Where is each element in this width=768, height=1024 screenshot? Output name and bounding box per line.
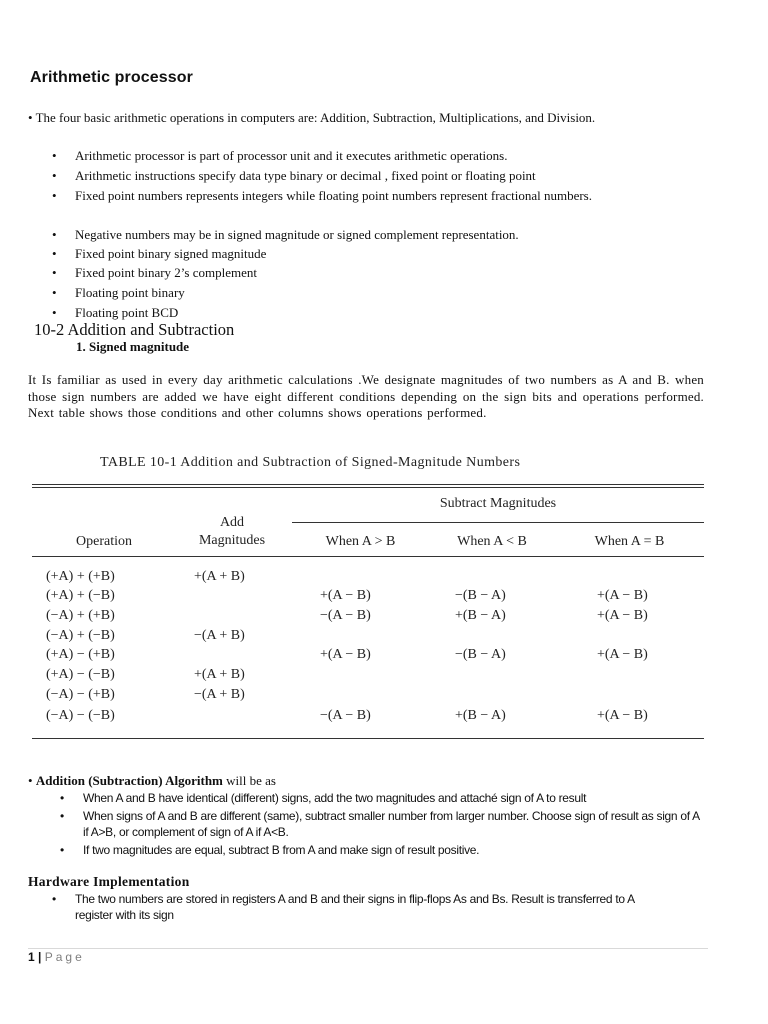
cell-when-eq	[555, 685, 704, 705]
cell-operation: (+A) − (+B)	[46, 647, 115, 662]
cell-when-eq	[555, 626, 704, 646]
cell-add	[172, 646, 292, 665]
intro-paragraph: • The four basic arithmetic operations in computers are: Addition, Subtraction, Multiplications, and Division.	[28, 110, 596, 125]
signed-magnitude-table	[32, 494, 704, 727]
cell-when-eq: +(A − B)	[597, 607, 648, 623]
section-heading: 10-2 Addition and Subtraction	[34, 320, 235, 339]
list-item: • Arithmetic instructions specify data type binary or decimal , fixed point or floating point	[52, 168, 536, 183]
table-body	[32, 567, 704, 727]
list-item: • Negative numbers may be in signed magnitude or signed complement representation.	[52, 227, 519, 242]
header-add-magnitudes: Add Magnitudes	[198, 514, 266, 548]
cell-operation: (−A) − (+B)	[46, 686, 115, 702]
footer-separator: |	[38, 950, 42, 964]
cell-when-eq: +(A − B)	[597, 647, 648, 662]
table-title: TABLE 10-1 Addition and Subtraction of Signed-Magnitude Numbers	[100, 455, 521, 470]
bullet-list	[52, 226, 692, 321]
table-row	[32, 705, 704, 727]
header-when-eq: When A = B	[594, 533, 665, 549]
cell-when-lt	[429, 626, 555, 646]
table-row	[32, 685, 704, 705]
cell-when-gt: −(A − B)	[320, 707, 371, 723]
cell-when-gt: +(A − B)	[320, 647, 371, 662]
cell-operation: (−A) + (+B)	[46, 607, 115, 623]
cell-when-gt: −(A − B)	[320, 607, 371, 623]
table-row	[32, 646, 704, 665]
footer-rule	[28, 948, 708, 949]
bullet-list	[52, 147, 692, 207]
cell-operation: (+A) + (+B)	[46, 568, 115, 584]
list-item: • The two numbers are stored in registers A and B and their signs in flip-flops As and Bs. Result is transferred to A register with its sign	[52, 892, 635, 922]
cell-add	[172, 705, 292, 727]
cell-when-gt	[292, 665, 429, 685]
list-item: • Floating point binary	[52, 285, 185, 300]
table-row	[32, 665, 704, 685]
list-item: • Fixed point numbers represents integers while floating point numbers represent fractional numbers.	[52, 188, 592, 203]
cell-when-gt: +(A − B)	[320, 588, 371, 603]
cell-operation: (+A) − (−B)	[46, 666, 115, 682]
cell-when-gt	[292, 685, 429, 705]
cell-when-lt	[429, 685, 555, 705]
cell-when-eq	[555, 567, 704, 587]
cell-add	[172, 606, 292, 626]
header-when-gt: When A > B	[325, 533, 396, 549]
body-paragraph: It Is familiar as used in every day arithmetic calculations .We designate magnitudes of two numbers as A and B. when those sign numbers are added we have eight different conditions depending on the sign bits and operations performed. Next table shows those conditions and other columns shows operations performed.	[28, 372, 704, 420]
cell-add: +(A + B)	[194, 666, 245, 682]
table-row	[32, 567, 704, 587]
hardware-list	[52, 891, 692, 923]
list-item: • If two magnitudes are equal, subtract B from A and make sign of result positive.	[60, 843, 480, 857]
list-item: • Fixed point binary signed magnitude	[52, 246, 267, 261]
hardware-heading: Hardware Implementation	[28, 874, 190, 889]
header-when-lt: When A < B	[457, 533, 527, 549]
table-top-rule	[32, 484, 704, 485]
header-operation: Operation	[76, 533, 132, 549]
table-row	[32, 606, 704, 626]
cell-when-lt: +(B − A)	[455, 707, 506, 723]
cell-when-lt	[429, 665, 555, 685]
list-item: • Fixed point binary 2’s complement	[52, 265, 257, 280]
table-top-rule-double	[32, 487, 704, 488]
page-label: Page	[44, 950, 85, 964]
list-item: • Arithmetic processor is part of processor unit and it executes arithmetic operations.	[52, 148, 508, 163]
cell-when-eq	[555, 665, 704, 685]
cell-when-gt	[292, 626, 429, 646]
cell-when-lt: −(B − A)	[455, 588, 506, 603]
table-bottom-rule	[32, 738, 704, 739]
list-item: • When signs of A and B are different (same), subtract smaller number from larger number. Choose sign of result as sign of A if A>B, or complement of sign of A if A<B.	[60, 809, 700, 839]
algorithm-list	[60, 790, 700, 860]
subheading: 1. Signed magnitude	[76, 339, 190, 354]
cell-operation: (−A) − (−B)	[46, 707, 115, 723]
cell-when-lt	[429, 567, 555, 587]
table-row	[32, 587, 704, 606]
page-title: Arithmetic processor	[30, 69, 193, 86]
table-row	[32, 626, 704, 646]
cell-when-eq: +(A − B)	[597, 707, 648, 723]
header-subtract-magnitudes: Subtract Magnitudes	[292, 494, 704, 522]
cell-when-lt: −(B − A)	[455, 647, 506, 662]
cell-when-gt	[292, 567, 429, 587]
cell-add	[172, 587, 292, 606]
cell-when-eq: +(A − B)	[597, 588, 648, 603]
list-item: • Floating point BCD	[52, 305, 179, 320]
cell-operation: (+A) + (−B)	[46, 588, 115, 603]
page-number: 1	[28, 950, 35, 964]
cell-add: −(A + B)	[194, 686, 245, 702]
cell-operation: (−A) + (−B)	[46, 627, 115, 643]
cell-when-lt: +(B − A)	[455, 607, 506, 623]
page-footer	[28, 950, 85, 964]
cell-add: +(A + B)	[194, 568, 245, 584]
cell-add: −(A + B)	[194, 627, 245, 643]
algorithm-heading: • Addition (Subtraction) Algorithm will be as	[28, 773, 276, 788]
list-item: • When A and B have identical (different) signs, add the two magnitudes and attaché sign of A to result	[60, 791, 587, 805]
